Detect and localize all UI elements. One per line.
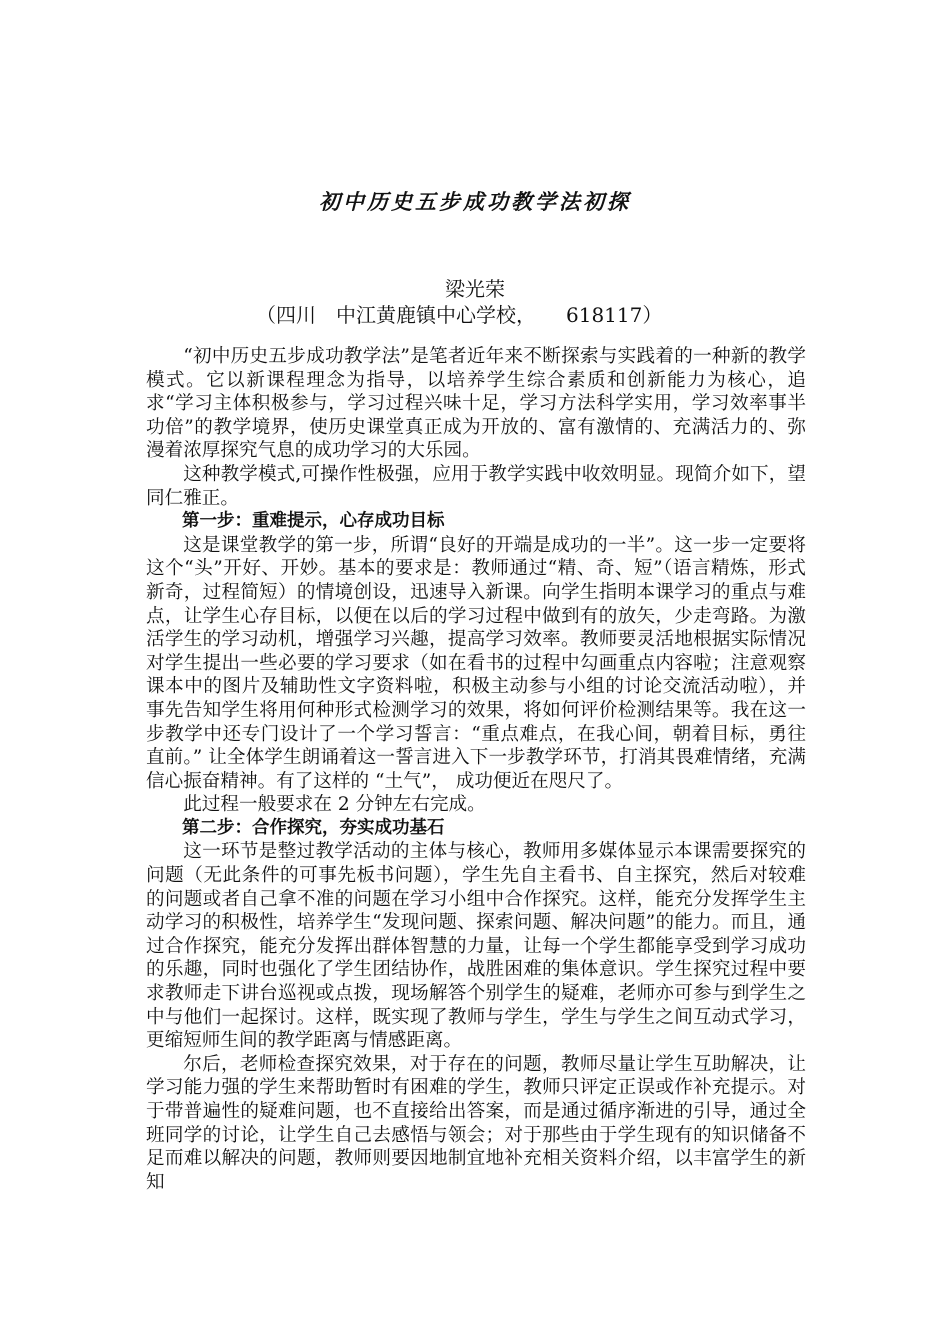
intro-paragraph-2: 这种教学模式,可操作性极强，应用于教学实践中收效明显。现简介如下，望同仁雅正。 [146,463,806,509]
step1-paragraph-1: 这是课堂教学的第一步，所谓“良好的开端是成功的一半”。这一步一定要将这个“头”开好、开妙。基本的要求是：教师通过“精、奇、短”（语言精炼，形式新奇，过程简短）的情境创设，迅速导入新课。向学生指明本课学习的重点与难点，让学生心存目标，以便在以后的学习过程中做到有的放矢，少走弯路。为激活学生的学习动机，增强学习兴趣，提高学习效率。教师要灵活地根据实际情况对学生提出一些必要的学习要求（如在看书的过程中勾画重点内容啦；注意观察课本中的图片及辅助性文字资料啦，积极主动参与小组的讨论交流活动啦），并事先告知学生将用何种形式检测学习的效果，将如何评价检测结果等。我在这一步教学中还专门设计了一个学习誓言：“重点难点，在我心间，朝着目标，勇往直前。” 让全体学生朗诵着这一誓言进入下一步教学环节，打消其畏难情绪，充满信心振奋精神。有了这样的 “土气”， 成功便近在咫尺了。 [146,534,806,792]
document-title: 初中历史五步成功教学法初探 [319,189,631,214]
step1-paragraph-2: 此过程一般要求在 2 分钟左右完成。 [183,794,486,816]
document-body [146,345,806,1194]
step2-paragraph-1: 这一环节是整过教学活动的主体与核心，教师用多媒体显示本课需要探究的问题（无此条件的可事先板书问题），学生先自主看书、自主探究，然后对较难的问题或者自己拿不准的问题在学习小组中合作探究。这样，能充分发挥学生主动学习的积极性，培养学生“发现问题、探索问题、解决问题”的能力。而且，通过合作探究，能充分发挥出群体智慧的力量，让每一个学生都能享受到学习成功的乐趣，同时也强化了学生团结协作，战胜困难的集体意识。学生探究过程中要求教师走下讲台巡视或点拨，现场解答个别学生的疑难，老师亦可参与到学生之中与他们一起探讨。这样，既实现了教师与学生，学生与学生之间互动式学习，更缩短师生间的教学距离与情感距离。 [146,841,806,1052]
author-affiliation: （四川 中江黄鹿镇中心学校， 618117） [256,303,663,327]
step2-paragraph-2: 尔后，老师检查探究效果，对于存在的问题，教师尽量让学生互助解决，让学习能力强的学生来帮助暂时有困难的学生，教师只评定正误或作补充提示。对于带普遍性的疑难问题，也不直接给出答案，而是通过循序渐进的引导，通过全班同学的讨论，让学生自己去感悟与领会；对于那些由于学生现有的知识储备不足而难以解决的问题，教师则要因地制宜地补充相关资料介绍，以丰富学生的新知 [146,1053,806,1193]
step1-heading: 第一步：重难提示，心存成功目标 [182,511,445,532]
intro-paragraph-1: “初中历史五步成功教学法”是笔者近年来不断探索与实践着的一种新的教学模式。它以新课程理念为指导，以培养学生综合素质和创新能力为核心，追求“学习主体积极参与，学习过程兴味十足，学习方法科学实用，学习效率事半功倍”的教学境界，使历史课堂真正成为开放的、富有激情的、充满活力的、弥漫着浓厚探究气息的成功学习的大乐园。 [146,346,806,462]
step2-heading: 第二步：合作探究，夯实成功基石 [182,817,445,838]
author-name: 梁光荣 [445,277,505,301]
